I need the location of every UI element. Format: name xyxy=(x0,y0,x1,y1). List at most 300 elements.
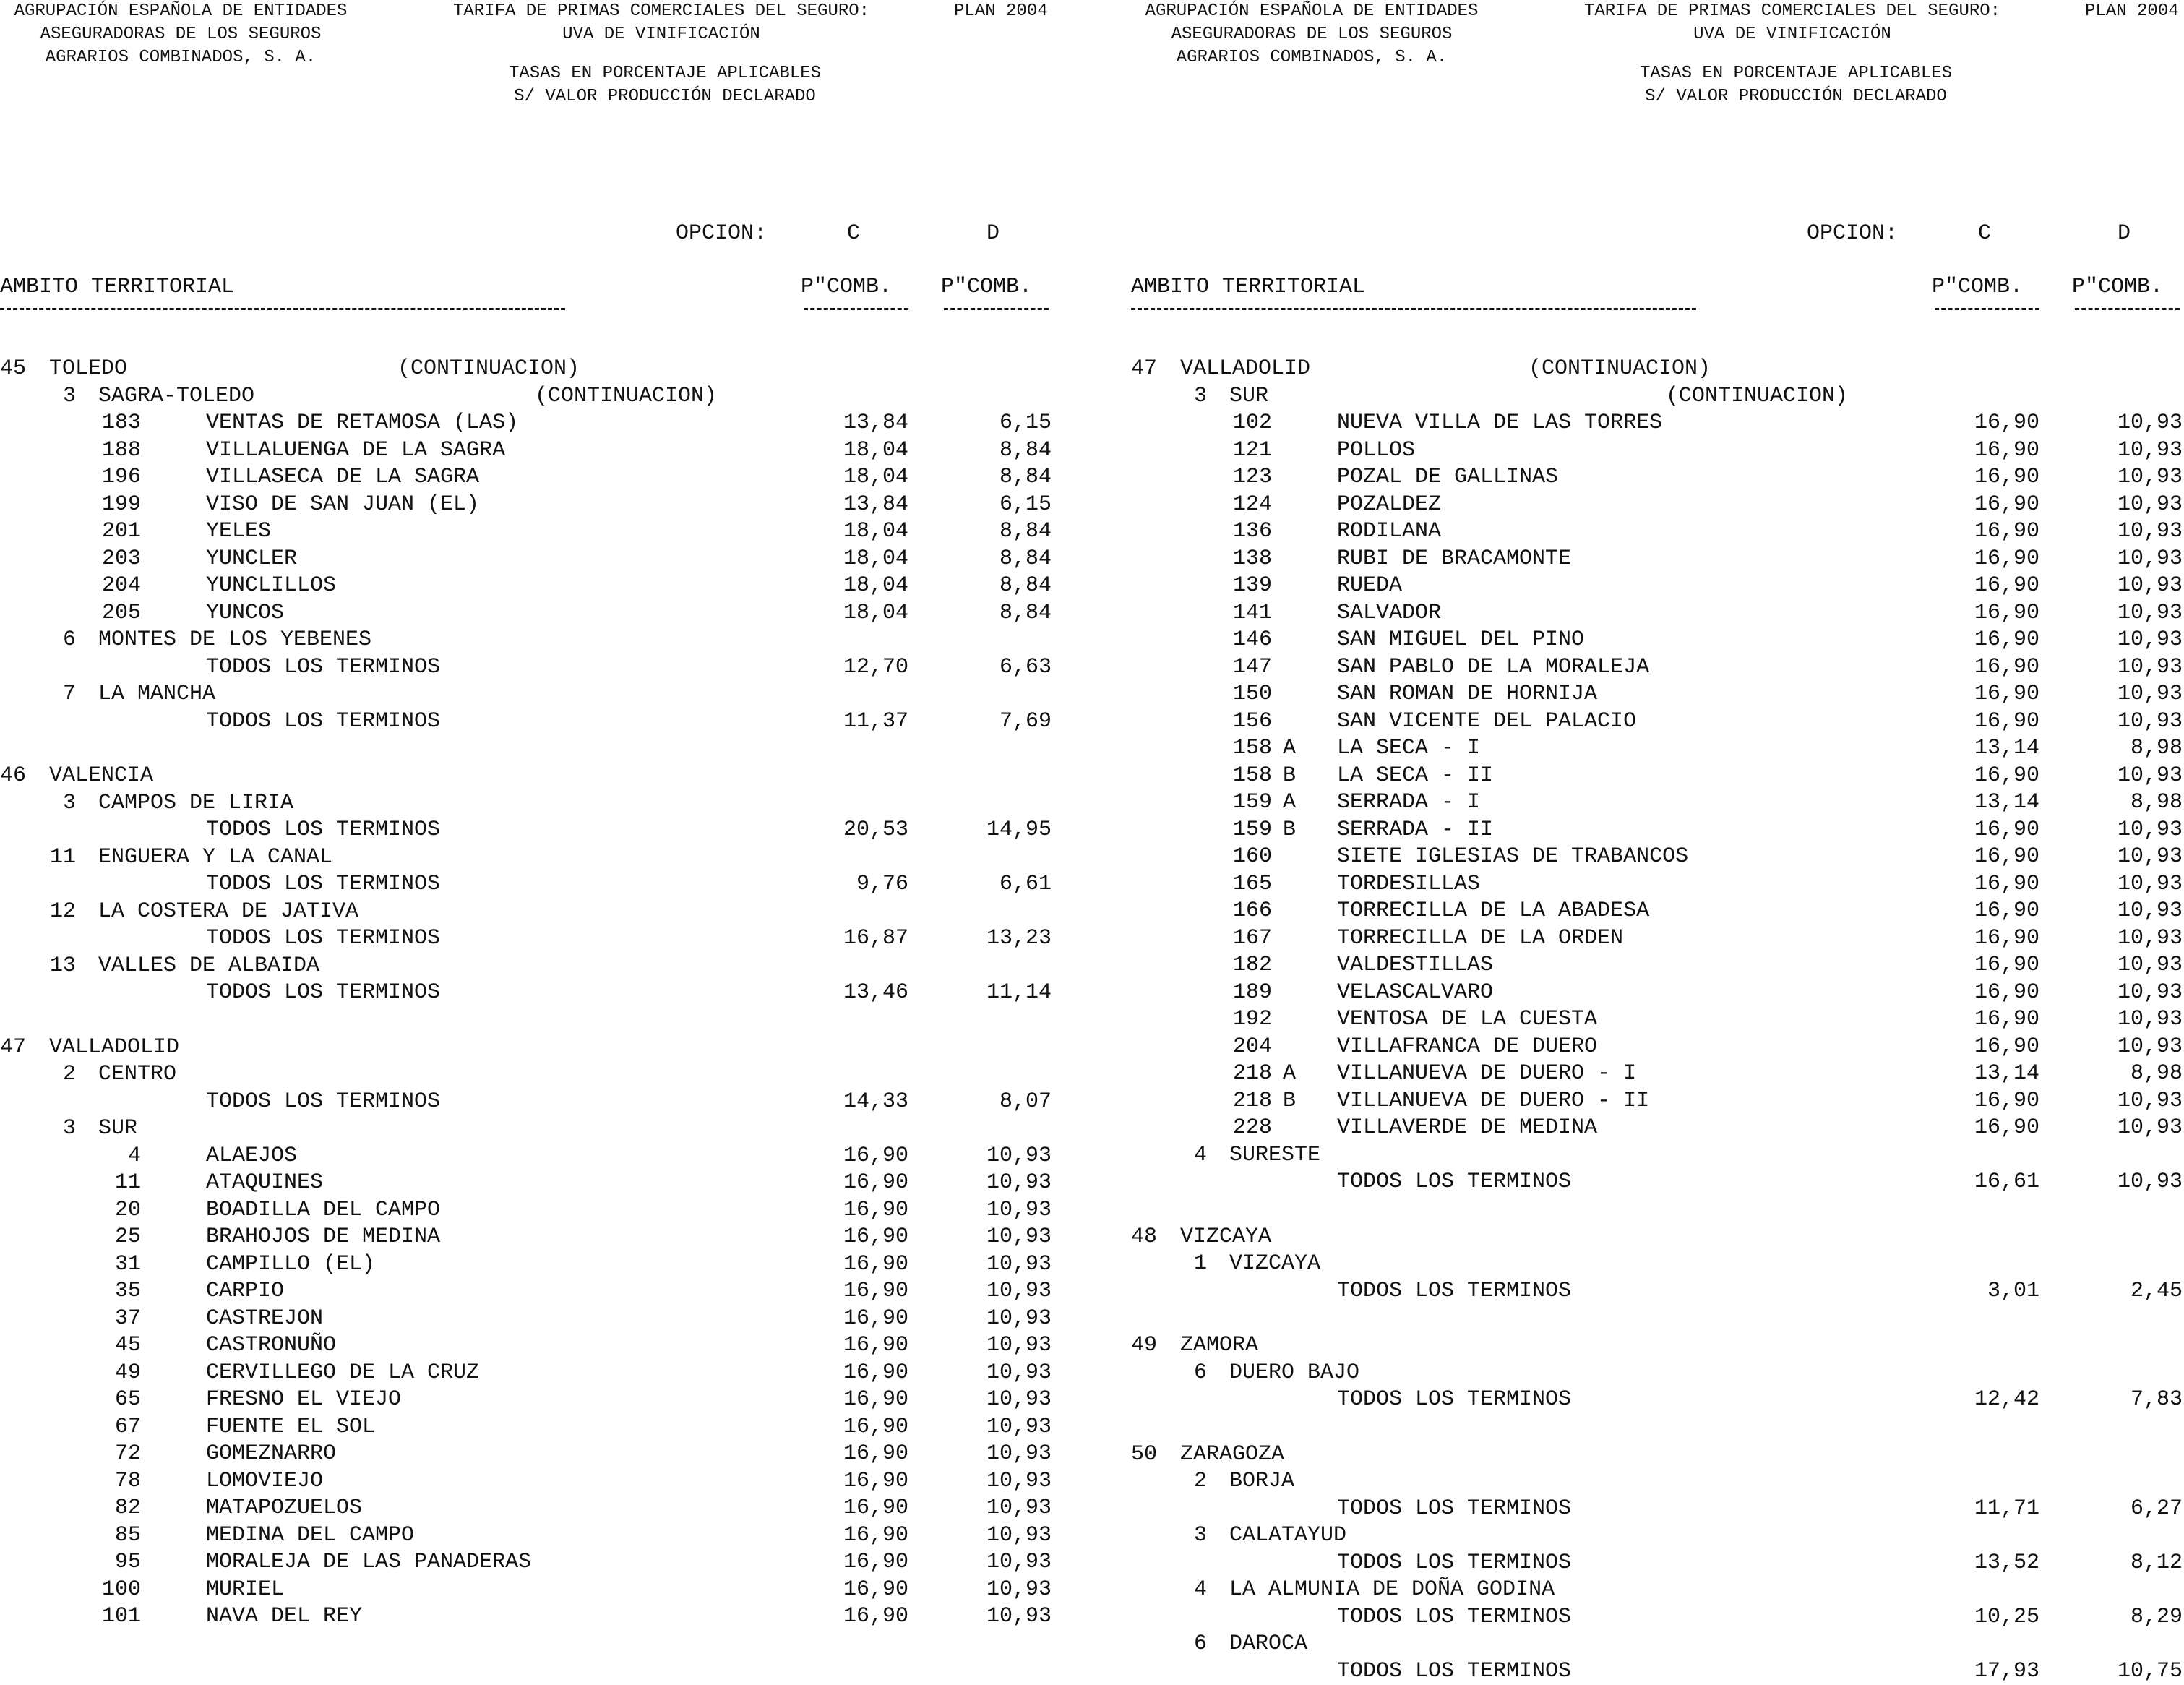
comarca-code: 6 xyxy=(1167,1360,1207,1387)
term-row xyxy=(1131,1088,2184,1115)
term-name: SAN ROMAN DE HORNIJA xyxy=(1337,681,1597,708)
term-code: 218 xyxy=(1174,1060,1272,1088)
province-code: 45 xyxy=(0,356,26,383)
rate-c-value: 16,90 xyxy=(804,1414,908,1441)
rate-c-value: 16,90 xyxy=(1935,763,2039,790)
left-page xyxy=(0,0,1092,1677)
rate-d-value: 8,84 xyxy=(940,437,1052,465)
comarca-name: SAGRA-TOLEDO xyxy=(98,383,254,411)
header-rule xyxy=(944,308,1049,310)
term-code: 138 xyxy=(1174,546,1272,573)
term-subcode: A xyxy=(1283,1060,1296,1088)
province-code: 47 xyxy=(0,1034,26,1062)
term-name: CARPIO xyxy=(206,1278,284,1305)
term-row xyxy=(0,1224,1092,1251)
term-row xyxy=(0,492,1092,519)
rate-d-value: 8,07 xyxy=(940,1089,1052,1116)
rate-d-value: 10,93 xyxy=(2071,1088,2183,1115)
term-code: 182 xyxy=(1174,952,1272,979)
rate-d-value: 8,84 xyxy=(940,546,1052,573)
term-row xyxy=(1131,817,2184,844)
rate-d-value: 8,12 xyxy=(2071,1550,2183,1577)
rate-c-value: 16,90 xyxy=(1935,1006,2039,1034)
rate-d-value: 10,93 xyxy=(940,1495,1052,1522)
rate-c-value: 18,04 xyxy=(804,437,908,465)
term-row xyxy=(1131,627,2184,654)
rate-c-value: 18,04 xyxy=(804,573,908,600)
term-row xyxy=(1131,1060,2184,1088)
organization-header: AGRUPACIÓN ESPAÑOLA DE ENTIDADES ASEGURADORAS DE LOS SEGUROS AGRARIOS COMBINADOS, S. A. xyxy=(0,0,361,69)
rate-c-value: 18,04 xyxy=(804,464,908,492)
term-row xyxy=(1131,789,2184,817)
term-code: 203 xyxy=(43,546,141,573)
term-row xyxy=(1131,952,2184,979)
comarca-row xyxy=(0,681,1092,708)
rate-c-value: 16,90 xyxy=(1935,654,2039,682)
rate-c-value: 16,90 xyxy=(804,1441,908,1468)
term-name: YUNCLILLOS xyxy=(206,573,336,600)
rate-c-value: 16,90 xyxy=(804,1468,908,1496)
term-code: 35 xyxy=(43,1278,141,1305)
rate-d-value: 10,93 xyxy=(940,1170,1052,1197)
term-code: 65 xyxy=(43,1386,141,1414)
all-terms-row xyxy=(1131,1604,2184,1632)
rate-d-value: 10,93 xyxy=(2071,573,2183,600)
rate-d-value: 10,93 xyxy=(2071,1169,2183,1196)
term-name: TODOS LOS TERMINOS xyxy=(1337,1278,1571,1305)
rate-d-value: 10,93 xyxy=(940,1143,1052,1170)
term-name: ALAEJOS xyxy=(206,1143,297,1170)
rate-d-value: 10,93 xyxy=(940,1224,1052,1251)
rate-d-value: 14,95 xyxy=(940,817,1052,844)
term-name: SAN PABLO DE LA MORALEJA xyxy=(1337,654,1649,682)
term-code: 199 xyxy=(43,492,141,519)
term-row xyxy=(1131,979,2184,1007)
term-name: SALVADOR xyxy=(1337,600,1441,627)
comarca-row xyxy=(0,844,1092,872)
term-row xyxy=(1131,763,2184,790)
comarca-row xyxy=(1131,1251,2184,1278)
term-row xyxy=(1131,871,2184,899)
term-name: BOADILLA DEL CAMPO xyxy=(206,1197,440,1225)
term-name: MATAPOZUELOS xyxy=(206,1495,362,1522)
rate-c-value: 16,90 xyxy=(1935,979,2039,1007)
comarca-name: SURESTE xyxy=(1229,1142,1320,1170)
rate-d-value: 6,61 xyxy=(940,871,1052,899)
term-code: 183 xyxy=(43,410,141,437)
term-row xyxy=(1131,1115,2184,1142)
term-row xyxy=(0,1143,1092,1170)
term-row xyxy=(1131,1006,2184,1034)
comarca-code: 2 xyxy=(1167,1468,1207,1496)
comarca-row xyxy=(1131,1142,2184,1170)
term-name: TODOS LOS TERMINOS xyxy=(206,817,440,844)
term-code: 159 xyxy=(1174,789,1272,817)
term-row xyxy=(1131,492,2184,519)
term-name: FUENTE EL SOL xyxy=(206,1414,375,1441)
term-code: 49 xyxy=(43,1360,141,1387)
all-terms-row xyxy=(0,1089,1092,1116)
term-name: VILLALUENGA DE LA SAGRA xyxy=(206,437,505,465)
term-row xyxy=(1131,518,2184,546)
term-code: 192 xyxy=(1174,1006,1272,1034)
rate-c-value: 12,42 xyxy=(1935,1386,2039,1414)
rate-d-value: 10,93 xyxy=(940,1577,1052,1604)
term-name: RODILANA xyxy=(1337,518,1441,546)
province-code: 49 xyxy=(1131,1332,1157,1360)
rate-c-value: 13,84 xyxy=(804,410,908,437)
rate-d-value: 2,45 xyxy=(2071,1278,2183,1305)
term-code: 20 xyxy=(43,1197,141,1225)
header-rule xyxy=(2075,308,2180,310)
rate-d-value: 10,93 xyxy=(2071,817,2183,844)
province-name: ZARAGOZA xyxy=(1180,1441,1284,1469)
term-code: 72 xyxy=(43,1441,141,1468)
plan-label: PLAN 2004 xyxy=(954,0,1062,23)
term-name: SAN MIGUEL DEL PINO xyxy=(1337,627,1584,654)
term-code: 166 xyxy=(1174,898,1272,925)
term-row xyxy=(1131,600,2184,627)
option-d-label: D xyxy=(2118,220,2131,247)
comarca-code: 3 xyxy=(1167,1522,1207,1550)
province-row xyxy=(0,356,1092,383)
all-terms-row xyxy=(1131,1278,2184,1305)
term-row xyxy=(0,1386,1092,1414)
rate-d-value: 8,84 xyxy=(940,464,1052,492)
header-rule xyxy=(804,308,908,310)
term-code: 139 xyxy=(1174,573,1272,600)
rate-c-value: 16,90 xyxy=(804,1143,908,1170)
comarca-code: 12 xyxy=(36,899,76,926)
term-row xyxy=(1131,546,2184,573)
province-name: ZAMORA xyxy=(1180,1332,1258,1360)
rate-c-value: 16,90 xyxy=(1935,844,2039,871)
rate-d-value: 10,93 xyxy=(2071,600,2183,627)
rate-c-value: 16,90 xyxy=(804,1495,908,1522)
comarca-name: DUERO BAJO xyxy=(1229,1360,1359,1387)
rate-d-value: 10,93 xyxy=(940,1278,1052,1305)
term-name: TODOS LOS TERMINOS xyxy=(206,1089,440,1116)
rate-c-value: 16,90 xyxy=(804,1577,908,1604)
comarca-code: 1 xyxy=(1167,1251,1207,1278)
comarca-code: 4 xyxy=(1167,1577,1207,1604)
rate-d-value: 6,15 xyxy=(940,492,1052,519)
term-code: 205 xyxy=(43,600,141,627)
rate-c-value: 16,90 xyxy=(1935,1115,2039,1142)
comarca-row xyxy=(0,953,1092,980)
comarca-code: 11 xyxy=(36,844,76,872)
province-name: VALENCIA xyxy=(49,763,153,790)
term-code: 204 xyxy=(1174,1034,1272,1061)
term-name: TODOS LOS TERMINOS xyxy=(206,979,440,1007)
comarca-name: CALATAYUD xyxy=(1229,1522,1346,1550)
term-row xyxy=(0,1441,1092,1468)
rate-c-value: 9,76 xyxy=(804,871,908,899)
comarca-code: 7 xyxy=(36,681,76,708)
option-d-label: D xyxy=(986,220,999,247)
term-code: 121 xyxy=(1174,437,1272,465)
term-subcode: A xyxy=(1283,789,1296,817)
term-code: 78 xyxy=(43,1468,141,1496)
rates-subtitle: TASAS EN PORCENTAJE APLICABLES S/ VALOR PRODUCCIÓN DECLARADO xyxy=(434,62,896,108)
rate-c-value: 16,90 xyxy=(1935,410,2039,437)
all-terms-row xyxy=(1131,1550,2184,1577)
pcomb-d-header: P"COMB. xyxy=(2072,273,2163,301)
rate-c-value: 18,04 xyxy=(804,518,908,546)
term-row xyxy=(0,600,1092,627)
rate-c-value: 16,90 xyxy=(804,1278,908,1305)
term-code: 11 xyxy=(43,1170,141,1197)
rate-d-value: 10,93 xyxy=(2071,627,2183,654)
rate-c-value: 16,90 xyxy=(1935,600,2039,627)
term-name: VILLASECA DE LA SAGRA xyxy=(206,464,479,492)
comarca-code: 3 xyxy=(36,790,76,818)
term-name: POZALDEZ xyxy=(1337,492,1441,519)
rate-d-value: 10,93 xyxy=(940,1603,1052,1631)
term-row xyxy=(1131,654,2184,682)
comarca-row xyxy=(0,899,1092,926)
rate-table xyxy=(1131,356,2184,1685)
rate-c-value: 3,01 xyxy=(1935,1278,2039,1305)
pcomb-d-header: P"COMB. xyxy=(941,273,1032,301)
plan-label: PLAN 2004 xyxy=(2085,0,2184,23)
term-name: TODOS LOS TERMINOS xyxy=(1337,1658,1571,1685)
term-name: SAN VICENTE DEL PALACIO xyxy=(1337,708,1636,736)
header-rule xyxy=(1131,308,1696,310)
comarca-row xyxy=(1131,1360,2184,1387)
term-row xyxy=(0,1197,1092,1225)
term-code: 141 xyxy=(1174,600,1272,627)
comarca-row xyxy=(1131,1522,2184,1550)
all-terms-row xyxy=(0,708,1092,736)
term-row xyxy=(0,546,1092,573)
pcomb-c-header: P"COMB. xyxy=(1932,273,2023,301)
term-name: SERRADA - I xyxy=(1337,789,1480,817)
rate-d-value: 11,14 xyxy=(940,979,1052,1007)
rate-c-value: 16,90 xyxy=(1935,1088,2039,1115)
rate-d-value: 10,93 xyxy=(940,1441,1052,1468)
term-row xyxy=(1131,410,2184,437)
term-code: 158 xyxy=(1174,735,1272,763)
term-row xyxy=(1131,708,2184,736)
comarca-name: LA ALMUNIA DE DOÑA GODINA xyxy=(1229,1577,1555,1604)
rate-d-value: 10,93 xyxy=(2071,1115,2183,1142)
term-row xyxy=(0,1522,1092,1550)
rate-d-value: 10,93 xyxy=(940,1468,1052,1496)
term-name: CASTREJON xyxy=(206,1305,323,1333)
province-row xyxy=(0,763,1092,790)
rate-d-value: 10,93 xyxy=(2071,681,2183,708)
term-name: VENTAS DE RETAMOSA (LAS) xyxy=(206,410,518,437)
comarca-name: MONTES DE LOS YEBENES xyxy=(98,627,371,654)
rate-c-value: 16,90 xyxy=(804,1603,908,1631)
term-code: 85 xyxy=(43,1522,141,1550)
rate-d-value: 10,93 xyxy=(940,1197,1052,1225)
province-row xyxy=(1131,1441,2184,1469)
rate-d-value: 8,98 xyxy=(2071,1060,2183,1088)
rate-d-value: 7,69 xyxy=(940,708,1052,736)
rate-d-value: 10,93 xyxy=(2071,1034,2183,1061)
term-name: TODOS LOS TERMINOS xyxy=(1337,1496,1571,1523)
rate-d-value: 10,93 xyxy=(2071,952,2183,979)
term-name: VILLANUEVA DE DUERO - II xyxy=(1337,1088,1649,1115)
rate-c-value: 16,90 xyxy=(804,1197,908,1225)
rate-c-value: 14,33 xyxy=(804,1089,908,1116)
rate-c-value: 16,90 xyxy=(1935,492,2039,519)
all-terms-row xyxy=(0,979,1092,1007)
comarca-row xyxy=(0,790,1092,818)
term-name: LA SECA - I xyxy=(1337,735,1480,763)
term-row xyxy=(0,518,1092,546)
term-name: ATAQUINES xyxy=(206,1170,323,1197)
term-code: 196 xyxy=(43,464,141,492)
tariff-title: TARIFA DE PRIMAS COMERCIALES DEL SEGURO: UVA DE VINIFICACIÓN xyxy=(1557,0,2027,46)
comarca-name: CAMPOS DE LIRIA xyxy=(98,790,293,818)
term-name: VILLANUEVA DE DUERO - I xyxy=(1337,1060,1636,1088)
header-rule xyxy=(1935,308,2039,310)
ambito-header: AMBITO TERRITORIAL xyxy=(1131,273,1365,301)
comarca-code: 3 xyxy=(1167,383,1207,411)
term-code: 124 xyxy=(1174,492,1272,519)
rate-d-value: 10,93 xyxy=(2071,546,2183,573)
term-code: 204 xyxy=(43,573,141,600)
term-code: 136 xyxy=(1174,518,1272,546)
rate-c-value: 16,90 xyxy=(804,1522,908,1550)
rate-d-value: 6,63 xyxy=(940,654,1052,682)
rate-c-value: 16,90 xyxy=(804,1386,908,1414)
option-c-label: C xyxy=(1978,220,1991,247)
comarca-name: LA COSTERA DE JATIVA xyxy=(98,899,358,926)
term-name: NUEVA VILLA DE LAS TORRES xyxy=(1337,410,1662,437)
rate-d-value: 10,93 xyxy=(2071,871,2183,899)
term-code: 189 xyxy=(1174,979,1272,1007)
comarca-name: BORJA xyxy=(1229,1468,1294,1496)
term-code: 102 xyxy=(1174,410,1272,437)
rate-c-value: 16,90 xyxy=(1935,1034,2039,1061)
rate-c-value: 16,90 xyxy=(1935,871,2039,899)
term-name: NAVA DEL REY xyxy=(206,1603,362,1631)
term-row xyxy=(0,1549,1092,1577)
rate-c-value: 16,90 xyxy=(804,1224,908,1251)
rate-c-value: 13,46 xyxy=(804,979,908,1007)
term-name: BRAHOJOS DE MEDINA xyxy=(206,1224,440,1251)
term-code: 147 xyxy=(1174,654,1272,682)
term-code: 160 xyxy=(1174,844,1272,871)
rate-c-value: 11,37 xyxy=(804,708,908,736)
term-row xyxy=(0,1603,1092,1631)
term-subcode: B xyxy=(1283,1088,1296,1115)
rate-d-value: 10,93 xyxy=(2071,1006,2183,1034)
rate-d-value: 10,93 xyxy=(2071,464,2183,492)
term-row xyxy=(0,1305,1092,1333)
term-code: 82 xyxy=(43,1495,141,1522)
term-code: 123 xyxy=(1174,464,1272,492)
term-code: 218 xyxy=(1174,1088,1272,1115)
comarca-row xyxy=(0,1061,1092,1089)
option-label: OPCION: xyxy=(676,220,767,247)
comarca-name: ENGUERA Y LA CANAL xyxy=(98,844,332,872)
term-name: CASTRONUÑO xyxy=(206,1332,336,1360)
comarca-code: 2 xyxy=(36,1061,76,1089)
term-name: TORRECILLA DE LA ORDEN xyxy=(1337,925,1623,953)
term-row xyxy=(0,464,1092,492)
comarca-row xyxy=(0,627,1092,654)
province-code: 46 xyxy=(0,763,26,790)
term-code: 158 xyxy=(1174,763,1272,790)
term-name: POLLOS xyxy=(1337,437,1415,465)
term-row xyxy=(0,1414,1092,1441)
rate-d-value: 8,84 xyxy=(940,600,1052,627)
rate-c-value: 16,90 xyxy=(804,1360,908,1387)
rates-subtitle: TASAS EN PORCENTAJE APLICABLES S/ VALOR PRODUCCIÓN DECLARADO xyxy=(1565,62,2027,108)
rate-d-value: 10,93 xyxy=(940,1386,1052,1414)
comarca-row xyxy=(1131,1468,2184,1496)
rate-d-value: 10,93 xyxy=(2071,763,2183,790)
term-row xyxy=(0,1495,1092,1522)
rate-d-value: 10,93 xyxy=(940,1522,1052,1550)
rate-c-value: 16,90 xyxy=(804,1170,908,1197)
province-row xyxy=(1131,356,2184,383)
term-name: TODOS LOS TERMINOS xyxy=(206,871,440,899)
term-row xyxy=(1131,464,2184,492)
comarca-name: VALLES DE ALBAIDA xyxy=(98,953,319,980)
rate-d-value: 10,93 xyxy=(940,1251,1052,1279)
term-code: 188 xyxy=(43,437,141,465)
rate-c-value: 13,14 xyxy=(1935,789,2039,817)
rate-c-value: 18,04 xyxy=(804,600,908,627)
rate-c-value: 13,52 xyxy=(1935,1550,2039,1577)
term-code: 165 xyxy=(1174,871,1272,899)
term-name: VILLAFRANCA DE DUERO xyxy=(1337,1034,1597,1061)
comarca-name: DAROCA xyxy=(1229,1631,1307,1658)
rate-d-value: 7,83 xyxy=(2071,1386,2183,1414)
term-name: TODOS LOS TERMINOS xyxy=(206,925,440,953)
all-terms-row xyxy=(1131,1169,2184,1196)
rate-d-value: 8,98 xyxy=(2071,789,2183,817)
term-name: SERRADA - II xyxy=(1337,817,1493,844)
rate-c-value: 18,04 xyxy=(804,546,908,573)
all-terms-row xyxy=(1131,1386,2184,1414)
term-code: 156 xyxy=(1174,708,1272,736)
rate-c-value: 16,90 xyxy=(1935,627,2039,654)
term-row xyxy=(0,1170,1092,1197)
rate-c-value: 16,90 xyxy=(1935,464,2039,492)
rate-d-value: 10,93 xyxy=(940,1549,1052,1577)
province-row xyxy=(0,1034,1092,1062)
term-name: TODOS LOS TERMINOS xyxy=(1337,1604,1571,1632)
rate-c-value: 16,90 xyxy=(804,1251,908,1279)
term-name: LOMOVIEJO xyxy=(206,1468,323,1496)
term-code: 167 xyxy=(1174,925,1272,953)
comarca-row xyxy=(1131,1577,2184,1604)
term-code: 67 xyxy=(43,1414,141,1441)
term-name: TODOS LOS TERMINOS xyxy=(1337,1386,1571,1414)
rate-c-value: 16,90 xyxy=(1935,573,2039,600)
term-name: FRESNO EL VIEJO xyxy=(206,1386,401,1414)
term-name: CAMPILLO (EL) xyxy=(206,1251,375,1279)
tariff-title: TARIFA DE PRIMAS COMERCIALES DEL SEGURO: UVA DE VINIFICACIÓN xyxy=(426,0,896,46)
term-code: 201 xyxy=(43,518,141,546)
rate-c-value: 16,90 xyxy=(804,1549,908,1577)
rate-c-value: 11,71 xyxy=(1935,1496,2039,1523)
term-code: 4 xyxy=(43,1143,141,1170)
term-name: POZAL DE GALLINAS xyxy=(1337,464,1558,492)
rate-c-value: 16,90 xyxy=(1935,925,2039,953)
comarca-code: 6 xyxy=(1167,1631,1207,1658)
term-name: YUNCOS xyxy=(206,600,284,627)
rate-d-value: 10,93 xyxy=(2071,437,2183,465)
rate-d-value: 10,93 xyxy=(2071,518,2183,546)
